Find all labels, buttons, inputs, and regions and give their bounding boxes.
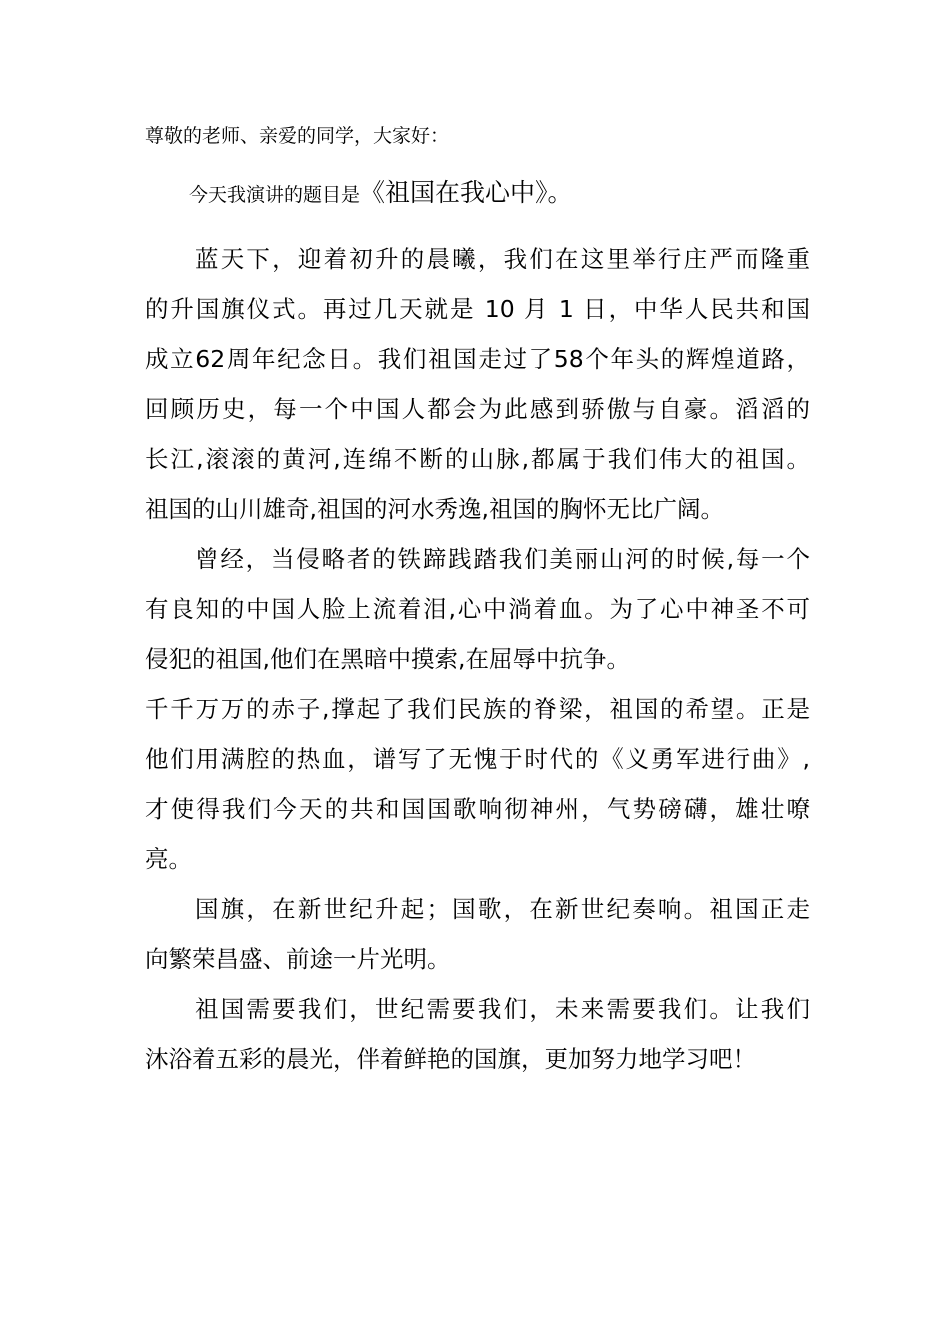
paragraph-3-line-3: 才使得我们今天的共和国国歌响彻神州，气势磅礴，雄壮嘹 [145, 795, 810, 823]
paragraph-5-line-2: 沐浴着五彩的晨光，伴着鲜艳的国旗，更加努力地学习吧！ [145, 1045, 756, 1073]
paragraph-1-line-3: 成立62周年纪念日。我们祖国走过了58个年头的辉煌道路， [145, 345, 810, 373]
paragraph-1-line-6: 祖国的山川雄奇,祖国的河水秀逸,祖国的胸怀无比广阔。 [145, 495, 724, 523]
paragraph-5-line-1: 祖国需要我们，世纪需要我们，未来需要我们。让我们 [195, 995, 810, 1023]
paragraph-4-line-1: 国旗，在新世纪升起；国歌，在新世纪奏响。祖国正走 [195, 895, 810, 923]
paragraph-1-line-1: 蓝天下，迎着初升的晨曦，我们在这里举行庄严而隆重 [195, 245, 810, 273]
paragraph-3-line-1: 千千万万的赤子,撑起了我们民族的脊梁，祖国的希望。正是 [145, 695, 810, 723]
paragraph-2-line-3: 侵犯的祖国,他们在黑暗中摸索,在屈辱中抗争。 [145, 645, 630, 673]
paragraph-4-line-2: 向繁荣昌盛、前途一片光明。 [145, 945, 451, 973]
speech-topic-line [189, 175, 573, 214]
paragraph-1-line-5: 长江,滚滚的黄河,连绵不断的山脉,都属于我们伟大的祖国。 [145, 445, 810, 473]
speech-title: 《祖国在我心中》。 [360, 178, 573, 207]
greeting-line: 尊敬的老师、亲爱的同学，大家好： [145, 125, 450, 147]
paragraph-3-line-2: 他们用满腔的热血，谱写了无愧于时代的《义勇军进行曲》, [145, 745, 810, 773]
paragraph-1-line-4: 回顾历史，每一个中国人都会为此感到骄傲与自豪。滔滔的 [145, 395, 810, 423]
paragraph-1-line-2: 的升国旗仪式。再过几天就是 10 月 1 日，中华人民共和国 [145, 295, 810, 323]
paragraph-2-line-2: 有良知的中国人脸上流着泪,心中淌着血。为了心中神圣不可 [145, 595, 810, 623]
paragraph-3-line-4: 亮。 [145, 845, 192, 873]
topic-prefix: 今天我演讲的题目是 [189, 184, 361, 206]
paragraph-2-line-1: 曾经，当侵略者的铁蹄践踏我们美丽山河的时候,每一个 [195, 545, 810, 573]
